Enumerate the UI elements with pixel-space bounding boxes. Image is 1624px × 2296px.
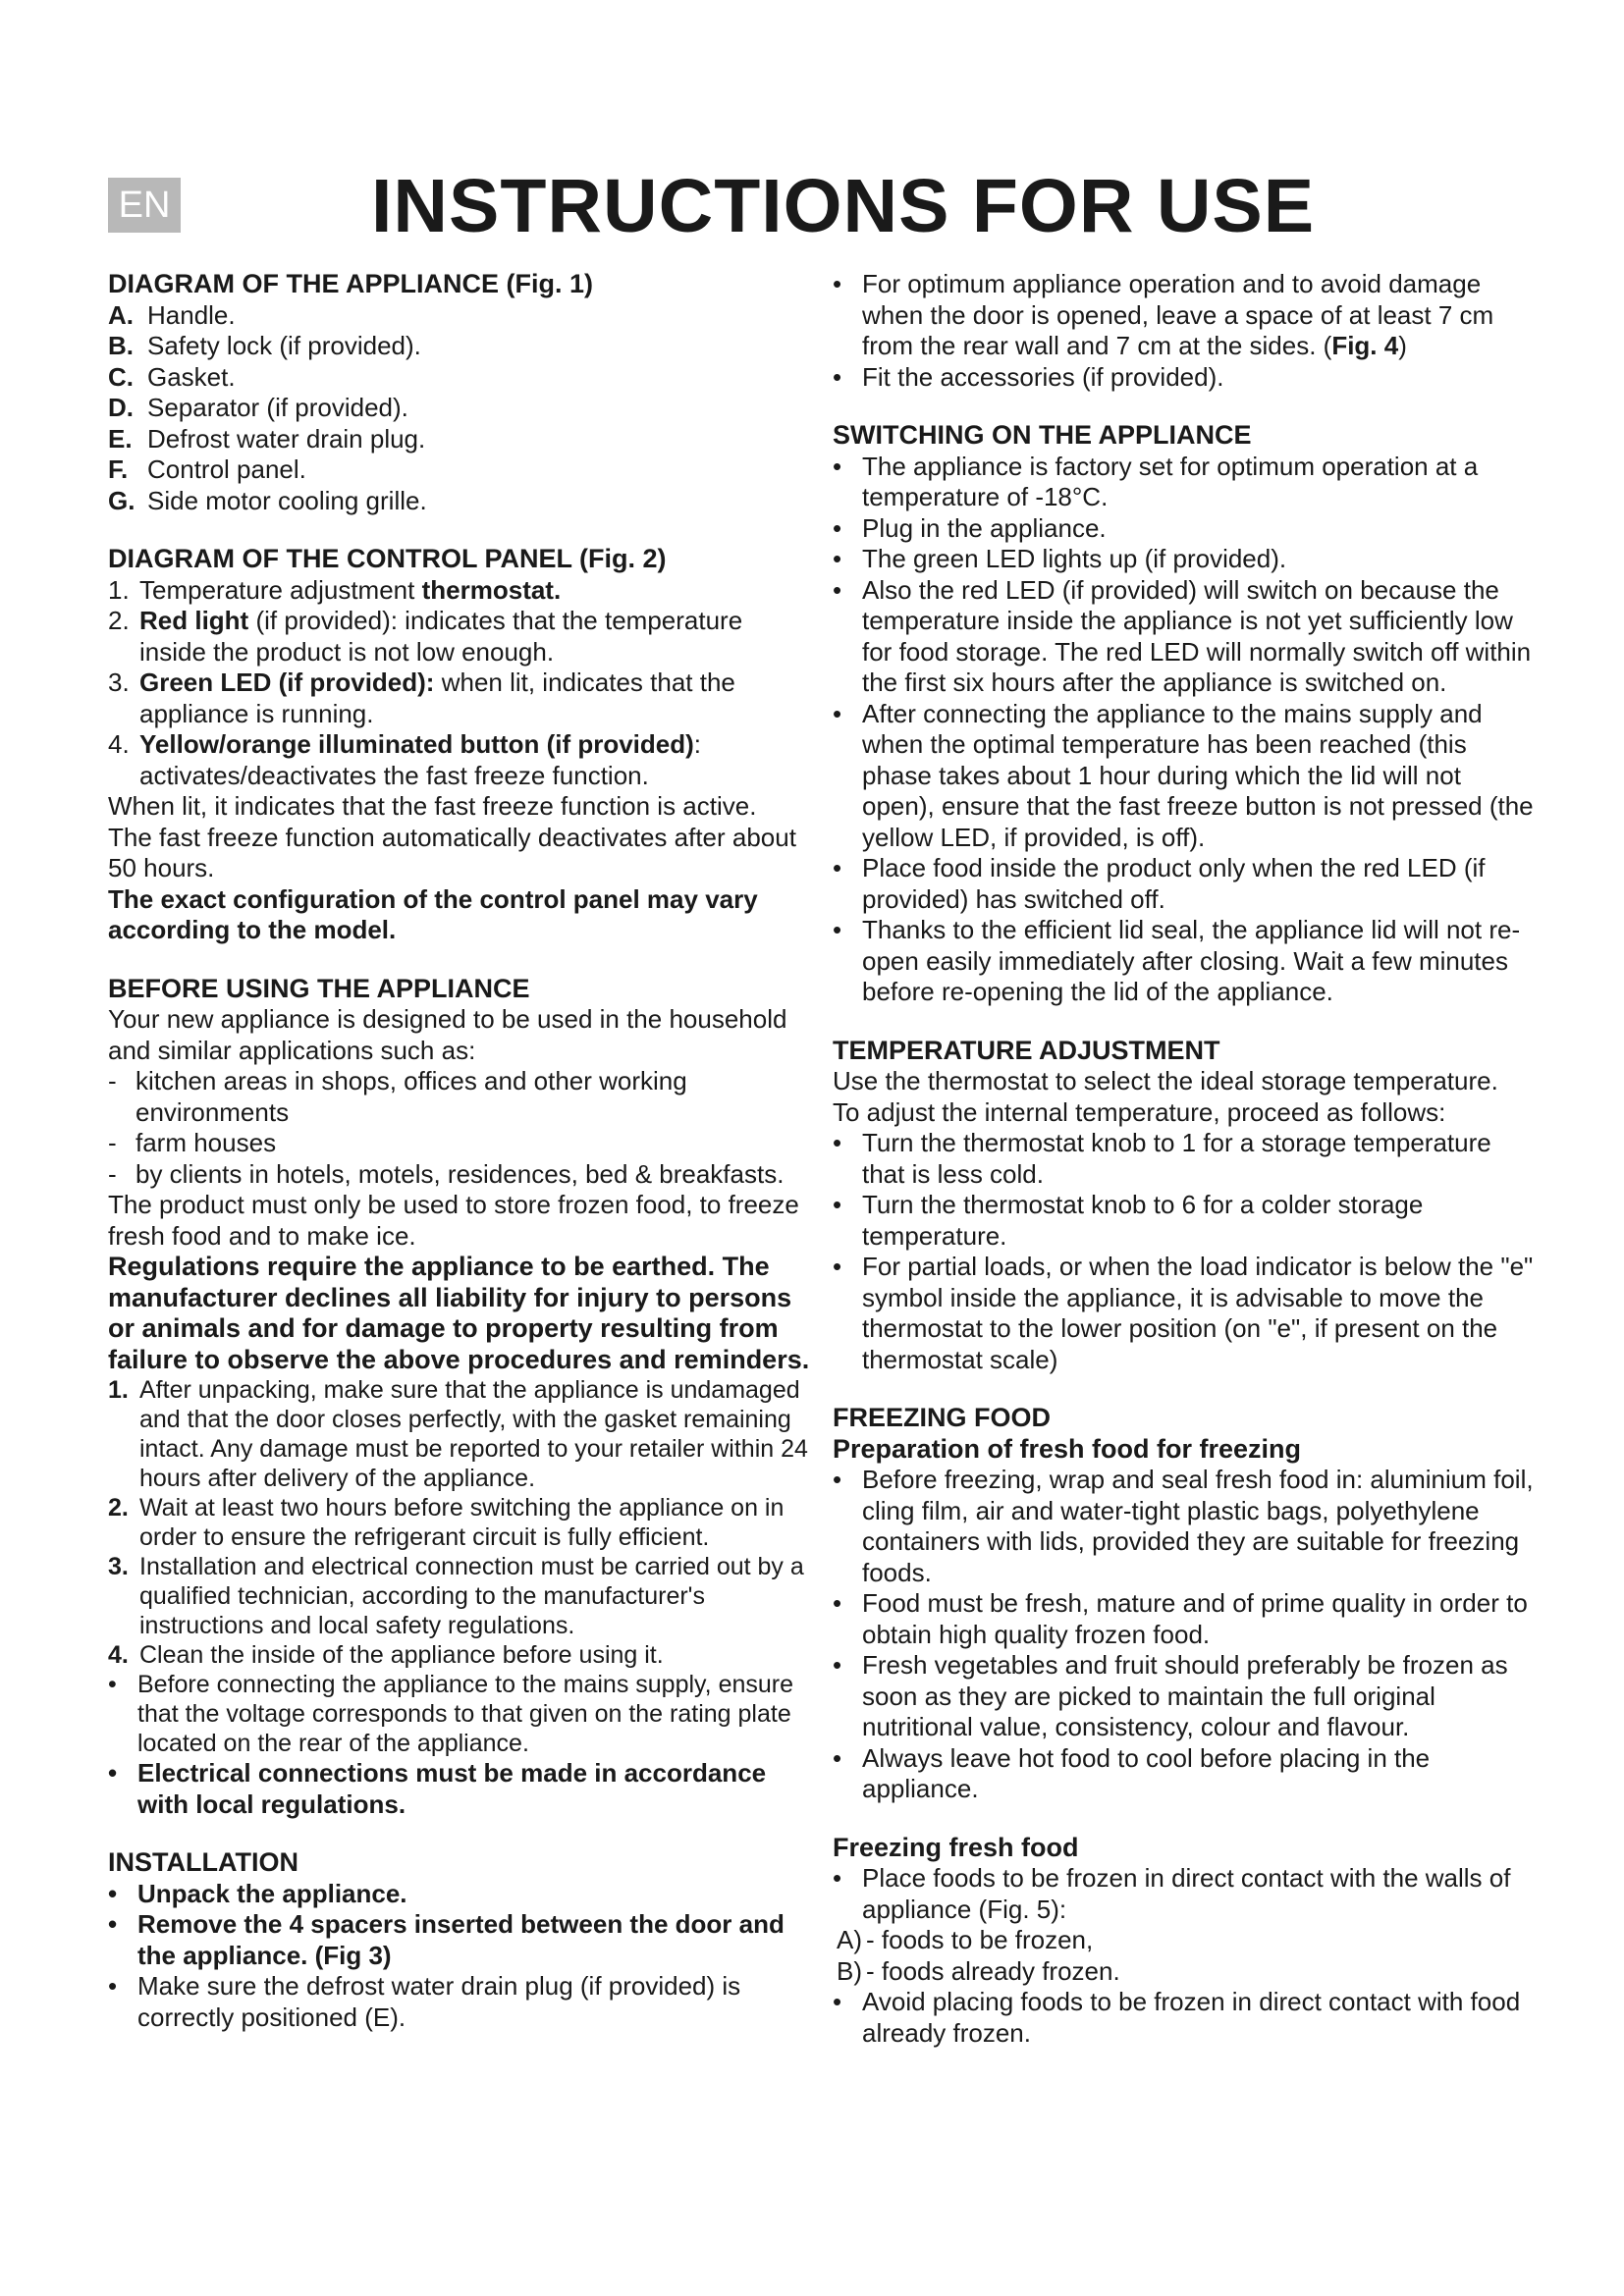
list-item: E. Defrost water drain plug. (108, 423, 426, 454)
list-item: - by clients in hotels, motels, residences, bed & breakfasts. (108, 1158, 785, 1189)
section-switching-on (833, 420, 1540, 1008)
list-item: • Fresh vegetables and fruit should preferably be frozen as soon as they are picked to maintain the full original nutritional value, consistency, colour and flavour. (833, 1650, 1508, 1741)
list-item: 2. Red light (if provided): indicates that the temperature inside the product is not low enough. (108, 606, 743, 667)
list-item: • After connecting the appliance to the mains supply and when the optimal temperature has been reached (this phase takes about 1 hour during which the lid will not open), ensure that the fast freeze button is not pressed (the yellow LED, if provided, is off). (833, 698, 1534, 852)
section-before-using (108, 974, 815, 1821)
list-item: • Turn the thermostat knob to 1 for a storage temperature that is less cold. (833, 1128, 1491, 1189)
section-heading: SWITCHING ON THE APPLIANCE (833, 420, 1252, 450)
list-item: - kitchen areas in shops, offices and other working environments (108, 1066, 687, 1127)
list-item: D. Separator (if provided). (108, 393, 408, 422)
paragraph: To adjust the internal temperature, proceed as follows: (833, 1096, 1446, 1127)
list-item: 4. Yellow/orange illuminated button (if provided): activates/deactivates the fast freeze function. (108, 729, 702, 790)
section-heading: FREEZING FOOD (833, 1403, 1051, 1432)
list-item: • Electrical connections must be made in accordance with local regulations. (108, 1758, 767, 1819)
list-item: • Avoid placing foods to be frozen in direct contact with food already frozen. (833, 1987, 1521, 2048)
paragraph: Your new appliance is designed to be used in the household and similar applications such as: (108, 1004, 787, 1065)
section-diagram-control-panel (108, 544, 815, 946)
right-column (833, 269, 1540, 2049)
list-item: • Remove the 4 spacers inserted between the door and the appliance. (Fig 3) (108, 1909, 785, 1970)
language-badge: EN (108, 178, 181, 233)
list-item: A. Handle. (108, 299, 236, 330)
list-item: 3. Installation and electrical connection must be carried out by a qualified technician, according to the manufacturer's instructions and local safety regulations. (108, 1553, 804, 1639)
list-item: • Before freezing, wrap and seal fresh food in: aluminium foil, cling film, air and water-tight plastic bags, polyethylene containers with lids, provided they are suitable for freezing foods. (833, 1465, 1534, 1587)
list-item: • Plug in the appliance. (833, 512, 1107, 543)
list-item: 1. After unpacking, make sure that the appliance is undamaged and that the door closes perfectly, with the gasket remaining intact. Any damage must be reported to your retailer within 24 hours after delivery of the appliance. (108, 1376, 808, 1492)
list-item: A) - foods to be frozen, (837, 1925, 1094, 1954)
section-heading: BEFORE USING THE APPLIANCE (108, 973, 530, 1003)
note-paragraph: The exact configuration of the control panel may vary according to the model. (108, 883, 758, 944)
list-item: • For partial loads, or when the load indicator is below the "e" symbol inside the appliance, it is advisable to move the thermostat to the lower position (on "e", if present on the thermostat scale) (833, 1252, 1534, 1374)
paragraph: The product must only be used to store frozen food, to freeze fresh food and to make ice. (108, 1190, 799, 1251)
list-item: • Turn the thermostat knob to 6 for a colder storage temperature. (833, 1190, 1424, 1251)
list-item: • Thanks to the efficient lid seal, the appliance lid will not re-open easily immediately after closing. Wait a few minutes before re-opening the lid of the appliance. (833, 915, 1521, 1006)
section-freezing-food (833, 1403, 1540, 2049)
list-item: • The appliance is factory set for optimum operation at a temperature of -18°C. (833, 451, 1479, 511)
list-item: • Also the red LED (if provided) will switch on because the temperature inside the appliance is not yet sufficiently low for food storage. The red LED will normally switch off within the first six hours after the appliance is switched on. (833, 574, 1532, 697)
list-item: 1. Temperature adjustment thermostat. (108, 574, 562, 605)
left-column (108, 269, 815, 2033)
warning-paragraph: Regulations require the appliance to be earthed. The manufacturer declines all liability for injury to persons or animals and for damage to property resulting from failure to observe the above procedures and reminders. (108, 1252, 810, 1374)
subsection-heading: Freezing fresh food (833, 1832, 1079, 1862)
paragraph: When lit, it indicates that the fast freeze function is active. (108, 791, 757, 821)
list-item: G. Side motor cooling grille. (108, 485, 427, 515)
section-temperature-adjustment (833, 1036, 1540, 1376)
section-diagram-appliance (108, 269, 815, 516)
list-item: • Fit the accessories (if provided). (833, 361, 1224, 392)
list-item: - farm houses (108, 1128, 277, 1157)
list-item: • For optimum appliance operation and to avoid damage when the door is opened, leave a space of at least 7 cm from the rear wall and 7 cm at the sides. (Fig. 4) (833, 269, 1494, 360)
list-item: B. Safety lock (if provided). (108, 331, 421, 360)
section-heading: INSTALLATION (108, 1847, 298, 1877)
list-item: F. Control panel. (108, 454, 306, 484)
list-item: • Before connecting the appliance to the mains supply, ensure that the voltage corresponds to that given on the rating plate located on the rear of the appliance. (108, 1671, 794, 1757)
list-item: 3. Green LED (if provided): when lit, indicates that the appliance is running. (108, 667, 735, 728)
list-item: • Unpack the appliance. (108, 1878, 407, 1908)
list-item: • Make sure the defrost water drain plug (if provided) is correctly positioned (E). (108, 1971, 741, 2032)
paragraph: Use the thermostat to select the ideal storage temperature. (833, 1066, 1498, 1095)
list-item: C. Gasket. (108, 361, 236, 392)
section-heading: TEMPERATURE ADJUSTMENT (833, 1035, 1220, 1065)
list-item: • Food must be fresh, mature and of prime quality in order to obtain high quality frozen food. (833, 1588, 1528, 1649)
list-item: • Place foods to be frozen in direct contact with the walls of appliance (Fig. 5): (833, 1863, 1511, 1924)
list-item: 2. Wait at least two hours before switching the appliance on in order to ensure the refrigerant circuit is fully efficient. (108, 1494, 785, 1551)
paragraph: The fast freeze function automatically deactivates after about 50 hours. (108, 822, 796, 882)
section-installation (108, 1847, 815, 2033)
list-item: • The green LED lights up (if provided). (833, 544, 1287, 573)
list-item: 4. Clean the inside of the appliance before using it. (108, 1641, 664, 1669)
section-heading: DIAGRAM OF THE CONTROL PANEL (Fig. 2) (108, 544, 667, 573)
page-header (108, 162, 1522, 250)
section-placement (833, 269, 1540, 393)
list-item: • Place food inside the product only when the red LED (if provided) has switched off. (833, 853, 1486, 914)
section-heading: DIAGRAM OF THE APPLIANCE (Fig. 1) (108, 269, 593, 298)
subsection-heading: Preparation of fresh food for freezing (833, 1433, 1302, 1464)
list-item: • Always leave hot food to cool before placing in the appliance. (833, 1742, 1431, 1803)
page-title: INSTRUCTIONS FOR USE (371, 164, 1316, 248)
list-item: B) - foods already frozen. (837, 1955, 1120, 1986)
